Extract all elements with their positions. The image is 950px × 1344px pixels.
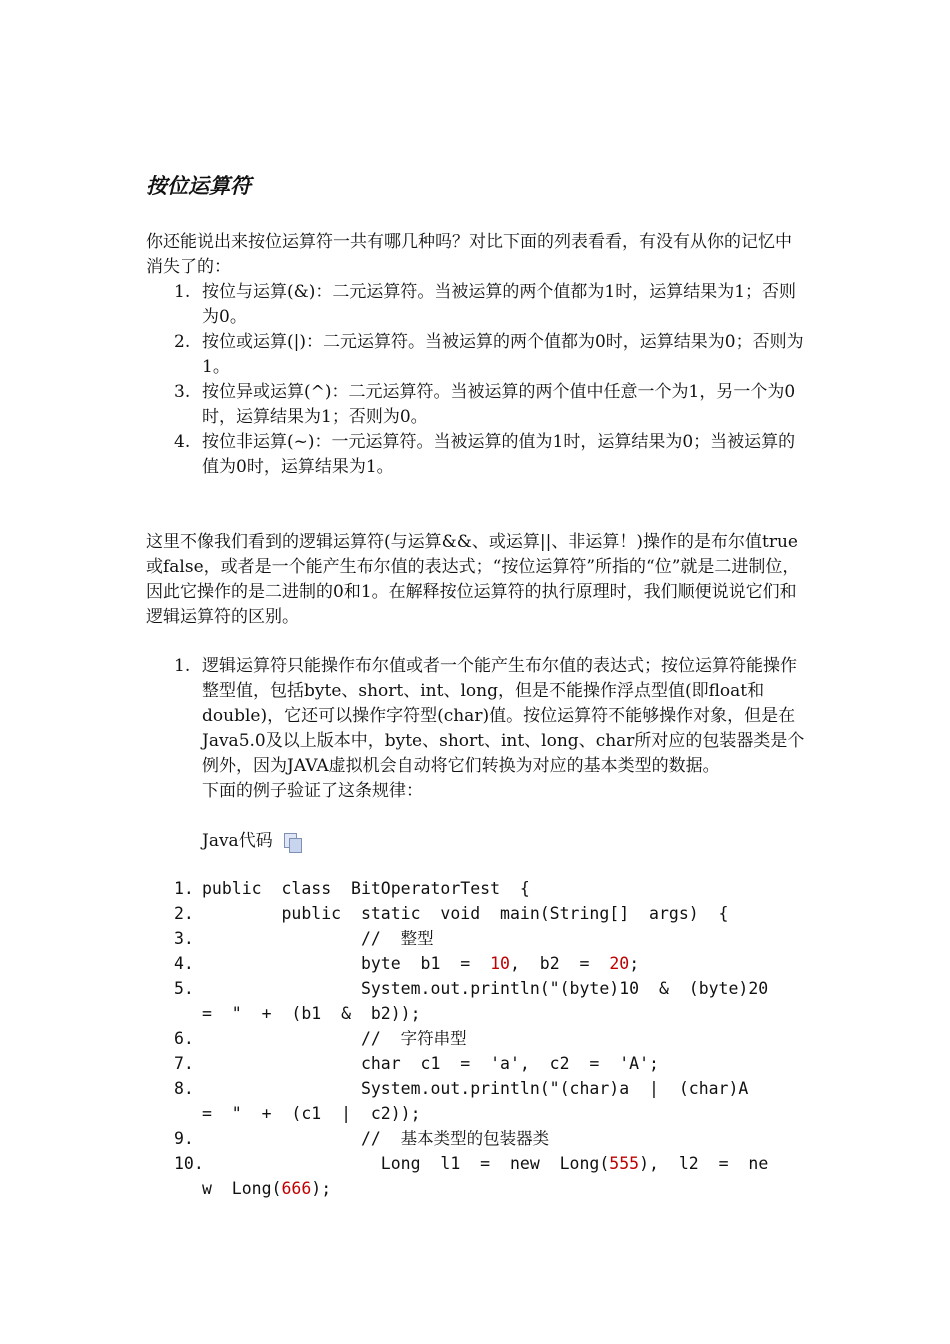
copy-icon[interactable] (283, 832, 301, 852)
list-number: 4. (174, 432, 191, 452)
code-line-number: 9. (174, 1129, 194, 1148)
comparison-paragraph: 这里不像我们看到的逻辑运算符(与运算&&、或运算||、非运算！)操作的是布尔值true或false，或者是一个能产生布尔值的表达式；“按位运算符”所指的“位”就是二进制位，因此它操作的是二进制的0和1。在解释按位运算符的执行原理时，我们顺便说说它们和逻辑运算符的区别。 (146, 532, 800, 627)
spacer (146, 630, 806, 654)
intro-paragraph: 你还能说出来按位运算符一共有哪几种吗？对比下面的列表看看，有没有从你的记忆中消失了的： (146, 232, 792, 277)
code-text: , b2 = (509, 954, 610, 973)
code-line-number: 6. (174, 1029, 194, 1048)
list-number: 1. (174, 656, 191, 676)
list-item (146, 654, 806, 854)
code-text: System.out.println("(char)a | (char)A (202, 1079, 749, 1098)
code-line-number: 5. (174, 979, 194, 998)
list-text: 按位或运算(|)：二元运算符。当被运算的两个值都为0时，运算结果为0；否则为1。 (202, 332, 804, 377)
code-number-literal: 20 (609, 954, 630, 973)
list-item (146, 330, 806, 380)
code-text: char c1 = 'a', c2 = 'A'; (202, 1054, 659, 1073)
list-text: 按位非运算(~)：一元运算符。当被运算的值为1时，运算结果为0；当被运算的值为0时，运算结果为1。 (202, 432, 796, 477)
code-line-number: 4. (174, 954, 194, 973)
code-line-number: 7. (174, 1054, 194, 1073)
code-text: byte b1 = (202, 954, 491, 973)
list-number: 3. (174, 382, 191, 402)
code-text: // 字符串型 (202, 1029, 467, 1048)
list-number: 2. (174, 332, 191, 352)
list-text: 按位异或运算(^)：二元运算符。当被运算的两个值中任意一个为1，另一个为0时，运算结果为1；否则为0。 (202, 382, 796, 427)
code-language-label: Java代码 (202, 831, 273, 851)
code-line (174, 1076, 806, 1101)
code-line (174, 1026, 806, 1051)
example-intro: 下面的例子验证了这条规律： (202, 781, 423, 801)
code-line-number: 3. (174, 929, 194, 948)
code-line (174, 1176, 806, 1201)
code-line (174, 951, 806, 976)
code-line-number: 10. (174, 1154, 204, 1173)
operator-list (146, 280, 806, 480)
code-line (174, 901, 806, 926)
code-text: Long l1 = new Long( (202, 1154, 610, 1173)
code-text: System.out.println("(byte)10 & (byte)20 (202, 979, 769, 998)
code-line (174, 926, 806, 951)
code-line (174, 876, 806, 901)
code-text: ); (311, 1179, 332, 1198)
code-text: public static void main(String[] args) { (202, 904, 729, 923)
code-block (174, 876, 806, 1201)
code-line (174, 1101, 806, 1126)
rule-text: 逻辑运算符只能操作布尔值或者一个能产生布尔值的表达式；按位运算符能操作整型值，包括byte、short、int、long，但是不能操作浮点型值(即float和double)，它还可以操作字符型(char)值。按位运算符不能够操作对象，但是在Java5.0及以上版本中，byte、short、int、long、char所对应的包装器类是个例外，因为JAVA虚拟机会自动将它们转换为对应的基本类型的数据。 (202, 656, 805, 776)
code-text: ), l2 = ne (639, 1154, 769, 1173)
code-number-literal: 666 (281, 1179, 312, 1198)
code-line (174, 1051, 806, 1076)
code-header (202, 829, 806, 854)
code-number-literal: 555 (609, 1154, 640, 1173)
code-line-number: 2. (174, 904, 194, 923)
list-number: 1. (174, 282, 191, 302)
code-text: // 基本类型的包装器类 (202, 1129, 550, 1148)
code-text: public class BitOperatorTest { (202, 879, 530, 898)
rules-list (146, 654, 806, 854)
code-number-literal: 10 (490, 954, 510, 973)
list-item (146, 280, 806, 330)
code-text: // 整型 (202, 929, 434, 948)
list-item (146, 380, 806, 430)
code-text: = " + (c1 | c2)); (202, 1104, 421, 1123)
code-line (174, 1126, 806, 1151)
code-line (174, 1001, 806, 1026)
code-line-number: 1. (174, 879, 194, 898)
spacer (146, 480, 806, 530)
code-text: w Long( (202, 1179, 282, 1198)
code-line (174, 1151, 806, 1176)
section-title: 按位运算符 (146, 174, 251, 198)
code-text: ; (629, 954, 640, 973)
list-item (146, 430, 806, 480)
code-text: = " + (b1 & b2)); (202, 1004, 421, 1023)
list-text: 按位与运算(&)：二元运算符。当被运算的两个值都为1时，运算结果为1；否则为0。 (202, 282, 797, 327)
document-content (146, 168, 806, 1201)
code-line (174, 976, 806, 1001)
code-line-number: 8. (174, 1079, 194, 1098)
